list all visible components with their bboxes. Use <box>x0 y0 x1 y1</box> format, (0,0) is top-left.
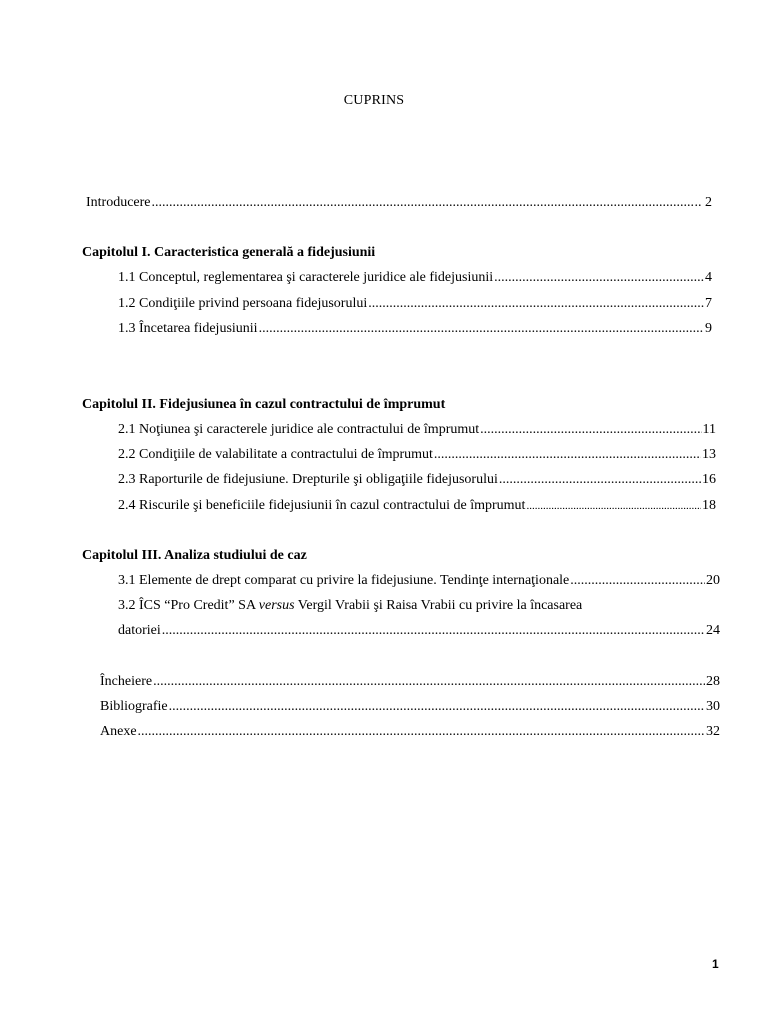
toc-entry-1-3 <box>118 320 712 338</box>
dot-leader <box>434 446 701 464</box>
dot-leader <box>480 421 701 439</box>
toc-entry-incheiere <box>100 673 720 691</box>
toc-entry-label-part: 3.2 ÎCS “Pro Credit” SA <box>118 598 259 613</box>
toc-entry-label: Încheiere <box>100 674 153 689</box>
dot-leader <box>259 320 704 338</box>
toc-entry-label: 2.1 Noţiunea şi caracterele juridice ale contractului de împrumut <box>118 422 480 437</box>
toc-entry-2-2 <box>118 446 716 464</box>
toc-entry-label: 1.3 Încetarea fidejusiunii <box>118 321 258 336</box>
toc-entry-2-3 <box>118 471 716 489</box>
toc-entry-label-italic: versus <box>258 598 295 613</box>
dot-leader <box>499 471 701 489</box>
toc-entry-2-1 <box>118 421 716 439</box>
dot-leader <box>494 269 704 287</box>
toc-entry-3-2 <box>118 622 720 640</box>
dot-leader <box>138 723 705 741</box>
toc-entry-introducere <box>86 194 712 212</box>
dot-leader <box>526 497 701 515</box>
toc-entry-anexe <box>100 723 720 741</box>
toc-entry-3-1 <box>118 572 720 590</box>
toc-entry-label: Bibliografie <box>100 699 168 714</box>
toc-entry-1-2 <box>118 295 712 313</box>
dot-leader <box>153 673 705 691</box>
toc-entry-label: Introducere <box>86 195 151 210</box>
dot-leader <box>152 194 694 212</box>
toc-entry-label: 1.2 Condiţiile privind persoana fidejusorului <box>118 296 368 311</box>
toc-entry-page: 13 <box>702 447 716 462</box>
toc-entry-page: .. 2 <box>694 195 712 210</box>
toc-entry-page: 20 <box>706 573 720 588</box>
dot-leader <box>368 295 704 313</box>
toc-entry-page: 7 <box>705 296 712 311</box>
toc-entry-bibliografie <box>100 698 720 716</box>
toc-entry-page: 16 <box>702 472 716 487</box>
dot-leader <box>169 698 705 716</box>
chapter-heading-1: Capitolul I. Caracteristica generală a fidejusiunii <box>82 245 376 260</box>
toc-entry-page: 18 <box>702 498 716 513</box>
toc-entry-page: 11 <box>702 422 716 437</box>
toc-entry-label: 2.3 Raporturile de fidejusiune. Drepturile şi obligaţiile fidejusorului <box>118 472 498 487</box>
toc-entry-label: 1.1 Conceptul, reglementarea şi caracterele juridice ale fidejusiunii <box>118 270 494 285</box>
page-title: CUPRINS <box>343 93 405 108</box>
toc-entry-label: 2.2 Condiţiile de valabilitate a contractului de împrumut <box>118 447 433 462</box>
toc-entry-2-4 <box>118 497 716 515</box>
toc-entry-label: Anexe <box>100 724 137 739</box>
page-number: 1 <box>712 957 719 971</box>
toc-entry-label: datoriei <box>118 623 161 638</box>
chapter-heading-3: Capitolul III. Analiza studiului de caz <box>82 548 307 563</box>
toc-entry-page: 30 <box>706 699 720 714</box>
toc-entry-page: 24 <box>706 623 720 638</box>
dot-leader <box>162 622 705 640</box>
toc-entry-page: 28 <box>706 674 720 689</box>
chapter-heading-2: Capitolul II. Fidejusiunea în cazul contractului de împrumut <box>82 397 446 412</box>
toc-entry-page: 32 <box>706 724 720 739</box>
toc-entry-label-part: Vergil Vrabii şi Raisa Vrabii cu privire la încasarea <box>294 598 583 613</box>
toc-entry-page: 4 <box>705 270 712 285</box>
toc-entry-page: 9 <box>705 321 712 336</box>
toc-entry-3-2-line1 <box>118 597 582 615</box>
dot-leader <box>570 572 705 590</box>
toc-entry-1-1 <box>118 269 712 287</box>
toc-entry-label: 3.1 Elemente de drept comparat cu privire la fidejusiune. Tendinţe internaţionale <box>118 573 570 588</box>
toc-entry-label: 2.4 Riscurile şi beneficiile fidejusiunii în cazul contractului de împrumut <box>118 498 526 513</box>
